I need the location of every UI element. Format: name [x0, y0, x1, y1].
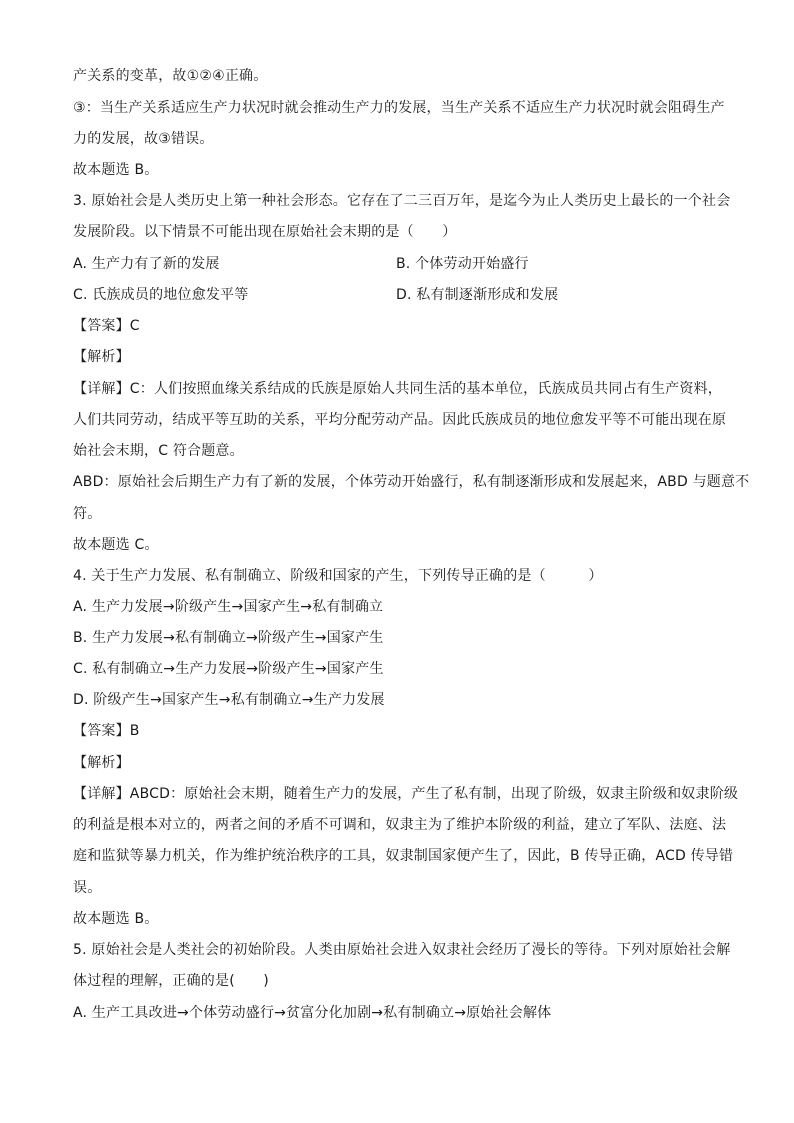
- option-c: C. 私有制确立→生产力发展→阶级产生→国家产生: [73, 661, 384, 677]
- explanation-line: 庭和监狱等暴力机关，作为维护统治秩序的工具，奴隶制国家便产生了，因此，B 传导正确，ACD 传导错: [73, 848, 734, 864]
- option-c: C. 氏族成员的地位愈发平等: [73, 287, 249, 303]
- option-a: A. 生产力有了新的发展: [73, 256, 220, 272]
- answer-label: 【答案】B: [73, 723, 140, 739]
- option-a: A. 生产工具改进→个体劳动盛行→贫富分化加剧→私有制确立→原始社会解体: [73, 1005, 552, 1021]
- question-5-stem: 体过程的理解，正确的是( ): [73, 973, 269, 989]
- analysis-label: 【解析】: [73, 755, 130, 771]
- text-line: 故本题选 B。: [73, 162, 159, 178]
- text-line: 故本题选 C。: [73, 537, 159, 553]
- explanation-line: 【详解】C：人们按照血缘关系结成的氏族是原始人共同生活的基本单位，氏族成员共同占有生产资料，: [73, 381, 722, 397]
- explanation-line: 始社会末期，C 符合题意。: [73, 443, 244, 459]
- explanation-line: 人们共同劳动，结成平等互助的关系，平均分配劳动产品。因此氏族成员的地位愈发平等不可能出现在原: [73, 412, 727, 428]
- option-d: D. 阶级产生→国家产生→私有制确立→生产力发展: [73, 692, 385, 708]
- option-a: A. 生产力发展→阶级产生→国家产生→私有制确立: [73, 599, 384, 615]
- question-3-stem: 3. 原始社会是人类历史上第一种社会形态。它存在了二三百万年，是迄今为止人类历史上最长的一个社会: [73, 193, 731, 209]
- answer-label: 【答案】C: [73, 318, 140, 334]
- explanation-line: ABD：原始社会后期生产力有了新的发展，个体劳动开始盛行，私有制逐渐形成和发展起来，ABD 与题意不: [73, 474, 750, 490]
- question-5-stem: 5. 原始社会是人类社会的初始阶段。人类由原始社会进入奴隶社会经历了漫长的等待。下列对原始社会解: [73, 942, 731, 958]
- explanation-line: 误。: [73, 880, 102, 896]
- question-4-stem: 4. 关于生产力发展、私有制确立、阶级和国家的产生，下列传导正确的是（ ）: [73, 568, 603, 584]
- text-line: 故本题选 B。: [73, 911, 159, 927]
- text-line: 力的发展，故③错误。: [73, 131, 214, 147]
- explanation-line: 符。: [73, 506, 102, 522]
- option-b: B. 生产力发展→私有制确立→阶级产生→国家产生: [73, 630, 384, 646]
- question-3-stem: 发展阶段。以下情景不可能出现在原始社会末期的是（ ）: [73, 224, 457, 240]
- explanation-line: 【详解】ABCD：原始社会末期，随着生产力的发展，产生了私有制，出现了阶级，奴隶主阶级和奴隶阶级: [73, 786, 739, 802]
- text-line: 产关系的变革，故①②④正确。: [73, 68, 268, 84]
- analysis-label: 【解析】: [73, 349, 130, 365]
- explanation-line: 的利益是根本对立的，两者之间的矛盾不可调和，奴隶主为了维护本阶级的利益，建立了军队、法庭、法: [73, 817, 727, 833]
- option-d: D. 私有制逐渐形成和发展: [396, 287, 559, 303]
- text-line: ③：当生产关系适应生产力状况时就会推动生产力的发展，当生产关系不适应生产力状况时就会阻碍生产: [73, 100, 725, 116]
- option-b: B. 个体劳动开始盛行: [396, 256, 529, 272]
